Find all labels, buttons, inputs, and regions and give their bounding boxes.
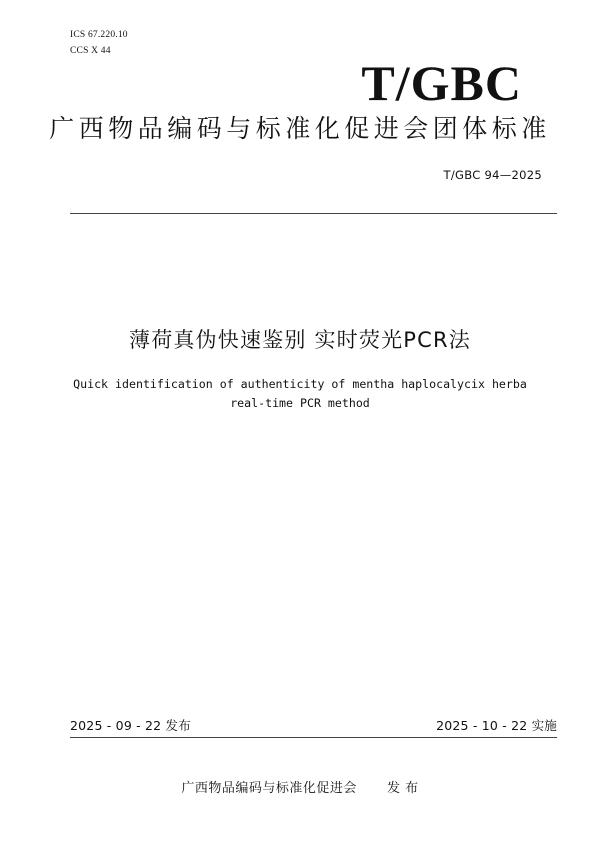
ccs-code: CCS X 44 xyxy=(70,46,111,56)
organization-standard-title: 广西物品编码与标准化促进会团体标准 xyxy=(49,114,551,143)
document-title-chinese: 薄荷真伪快速鉴别 实时荧光PCR法 xyxy=(129,328,471,352)
publisher-organization: 广西物品编码与标准化促进会 xyxy=(181,781,357,796)
ics-code: ICS 67.220.10 xyxy=(70,30,128,40)
document-title-english-line2: real-time PCR method xyxy=(230,396,370,410)
standard-brand-logo: T/GBC xyxy=(361,55,522,111)
standard-number: T/GBC 94—2025 xyxy=(443,168,542,182)
bottom-divider xyxy=(70,737,557,738)
publish-date: 2025 - 09 - 22 发布 xyxy=(70,718,191,733)
implement-date: 2025 - 10 - 22 实施 xyxy=(436,718,557,733)
top-divider xyxy=(70,213,557,214)
publisher-line xyxy=(0,777,600,796)
document-title-english-line1: Quick identification of authenticity of mentha haplocalycix herba xyxy=(73,377,527,391)
publisher-action: 发 布 xyxy=(386,781,419,796)
